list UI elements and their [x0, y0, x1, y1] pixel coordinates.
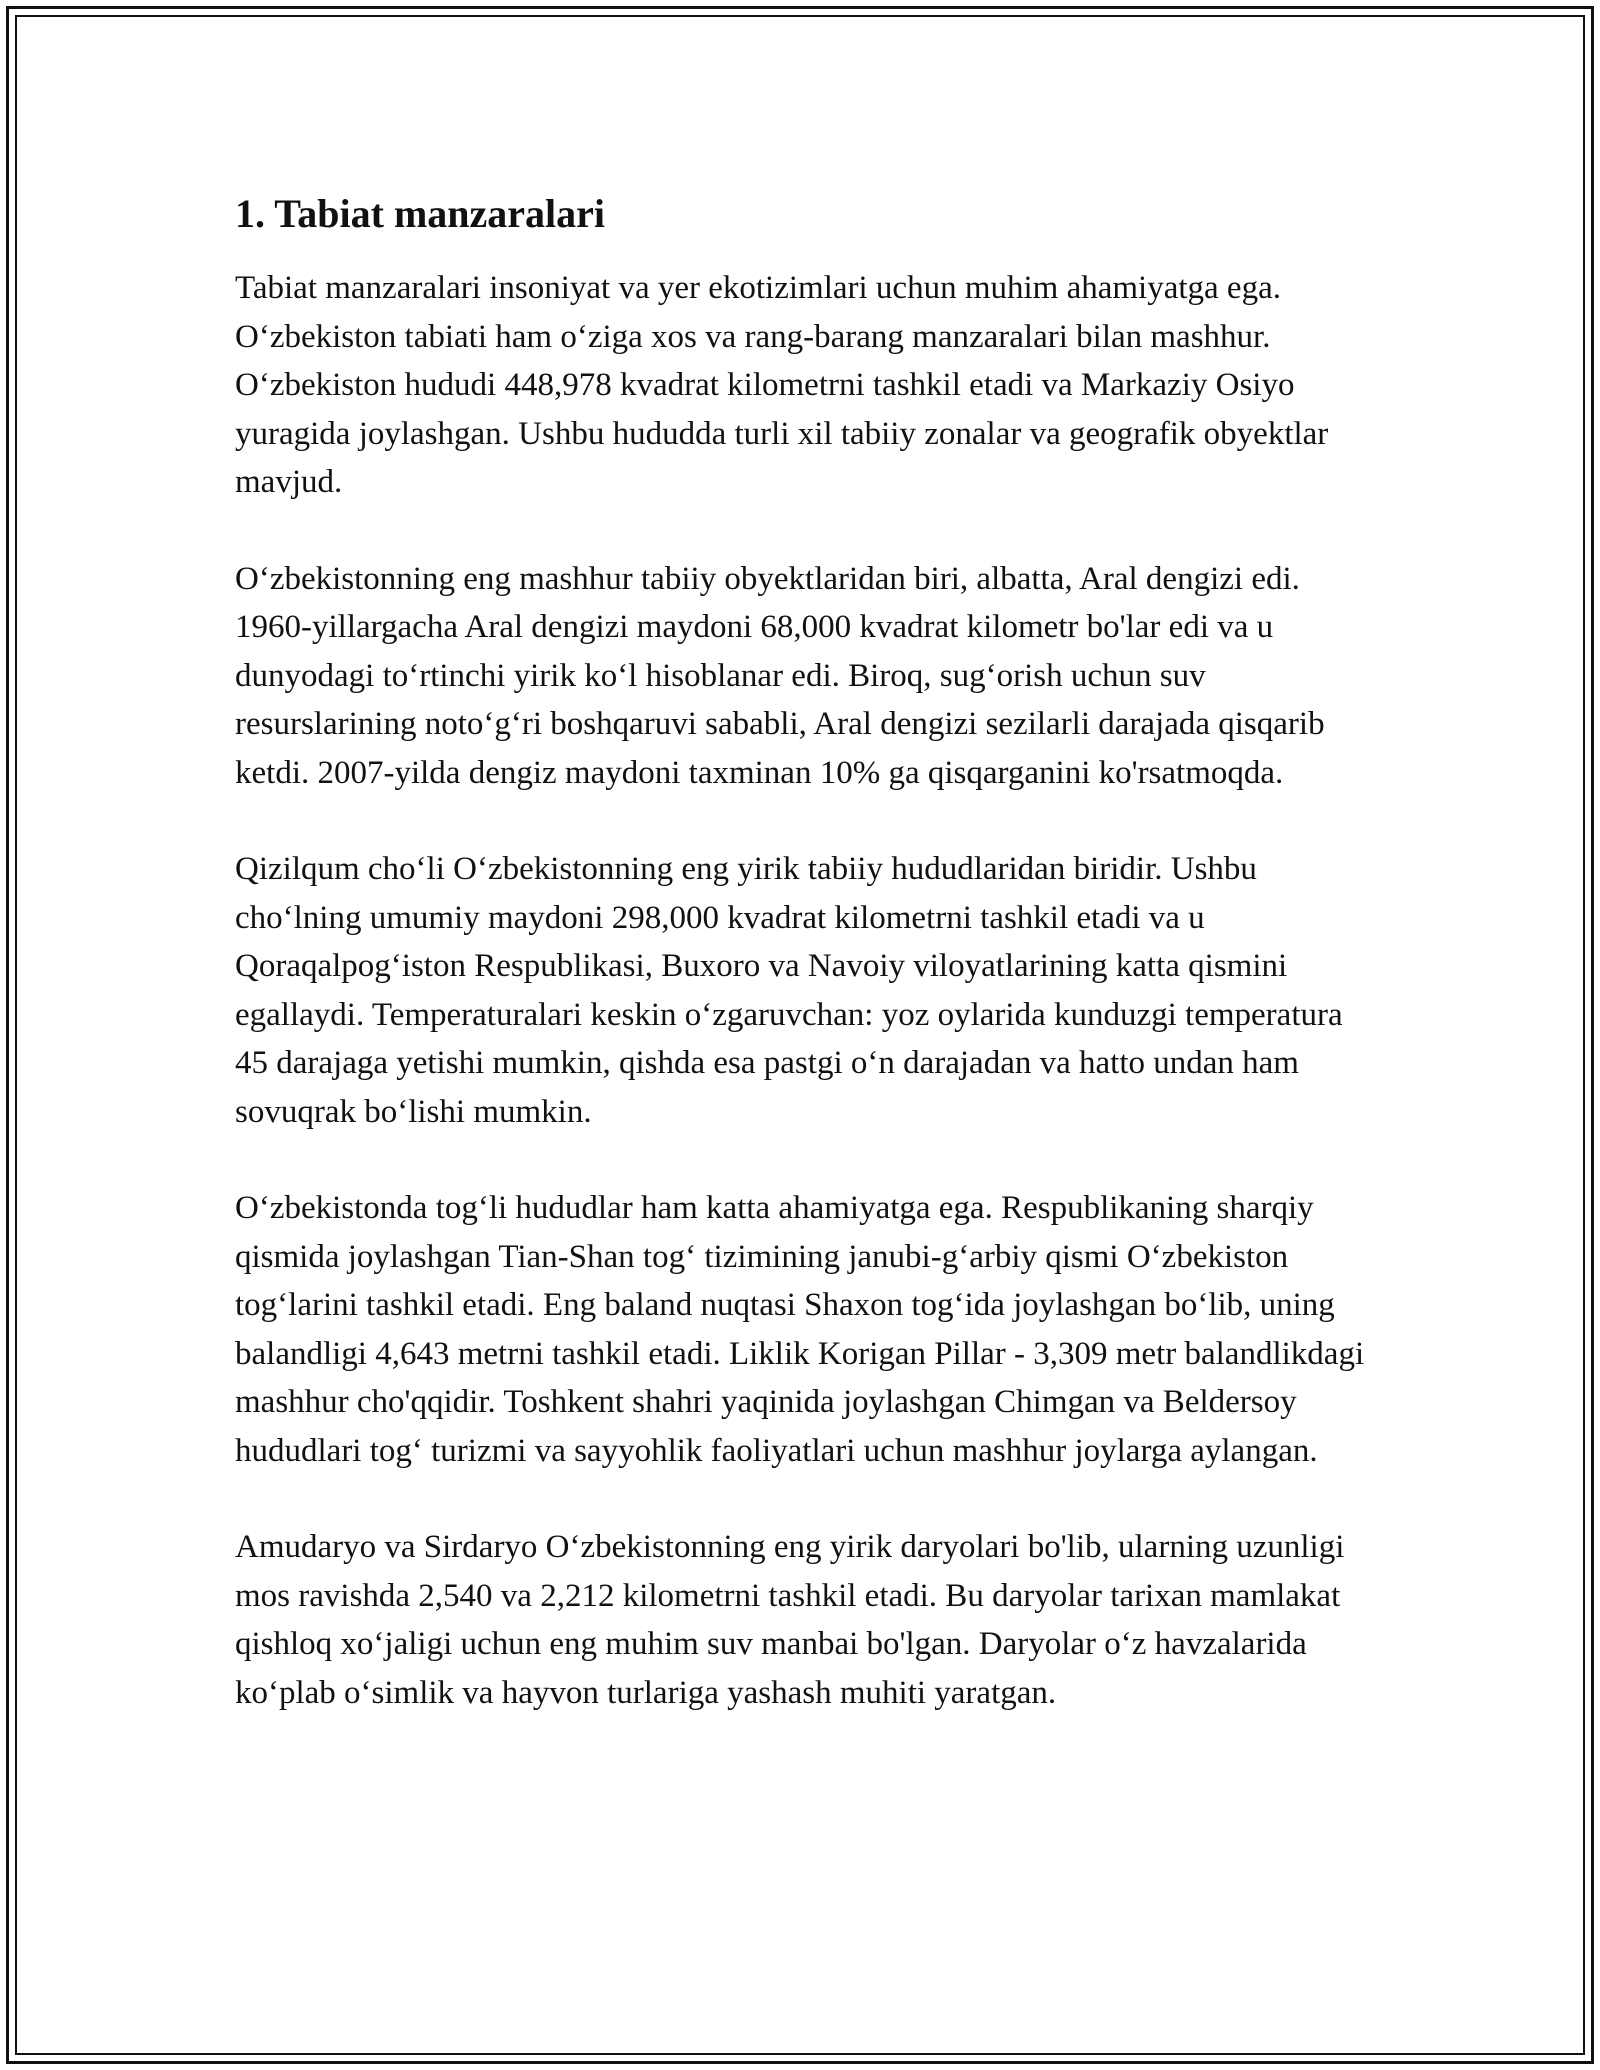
section-title: 1. Tabiat manzaralari	[235, 191, 606, 236]
document-body	[235, 186, 1375, 1765]
paragraph-aral-sea: O‘zbekistonning eng mashhur tabiiy obyektlaridan biri, albatta, Aral dengizi edi. 1960-yillargacha Aral dengizi maydoni 68,000 kvadrat kilometr bo'lar edi va u dunyodagi to‘rtinchi yirik ko‘l hisoblanar edi. Biroq, sug‘orish uchun suv resurslarining noto‘g‘ri boshqaruvi sababli, Aral dengizi sezilarli darajada qisqarib ketdi. 2007-yilda dengiz maydoni taxminan 10% ga qisqarganini ko'rsatmoqda.	[235, 560, 1325, 791]
paragraph-rivers: Amudaryo va Sirdaryo O‘zbekistonning eng yirik daryolari bo'lib, ularning uzunligi mos ravishda 2,540 va 2,212 kilometrni tashkil etadi. Bu daryolar tarixan mamlakat qishloq xo‘jaligi uchun eng muhim suv manbai bo'lgan. Daryolar o‘z havzalarida ko‘plab o‘simlik va hayvon turlariga yashash muhiti yaratgan.	[235, 1529, 1345, 1711]
paragraph-kyzylkum: Qizilqum cho‘li O‘zbekistonning eng yirik tabiiy hududlaridan biridir. Ushbu cho‘lning umumiy maydoni 298,000 kvadrat kilometrni tashkil etadi va u Qoraqalpog‘iston Respublikasi, Buxoro va Navoiy viloyatlarining katta qismini egallaydi. Temperaturalari keskin o‘zgaruvchan: yoz oylarida kunduzgi temperatura 45 darajaga yetishi mumkin, qishda esa pastgi o‘n darajadan va hatto undan ham sovuqrak bo‘lishi mumkin.	[235, 851, 1343, 1130]
paragraph-mountains: O‘zbekistonda tog‘li hududlar ham katta ahamiyatga ega. Respublikaning sharqiy qismida joylashgan Tian-Shan tog‘ tizimining janubi-g‘arbiy qismi O‘zbekiston tog‘larini tashkil etadi. Eng baland nuqtasi Shaxon tog‘ida joylashgan bo‘lib, uning balandligi 4,643 metrni tashkil etadi. Liklik Korigan Pillar - 3,309 metr balandlikdagi mashhur cho'qqidir. Toshkent shahri yaqinida joylashgan Chimgan va Beldersoy hududlari tog‘ turizmi va sayyohlik faoliyatlari uchun mashhur joylarga aylangan.	[235, 1190, 1365, 1469]
paragraph-intro: Tabiat manzaralari insoniyat va yer ekotizimlari uchun muhim ahamiyatga ega. O‘zbekiston tabiati ham o‘ziga xos va rang-barang manzaralari bilan mashhur. O‘zbekiston hududi 448,978 kvadrat kilometrni tashkil etadi va Markaziy Osiyo yuragida joylashgan. Ushbu hududda turli xil tabiiy zonalar va geografik obyektlar mavjud.	[235, 270, 1329, 500]
